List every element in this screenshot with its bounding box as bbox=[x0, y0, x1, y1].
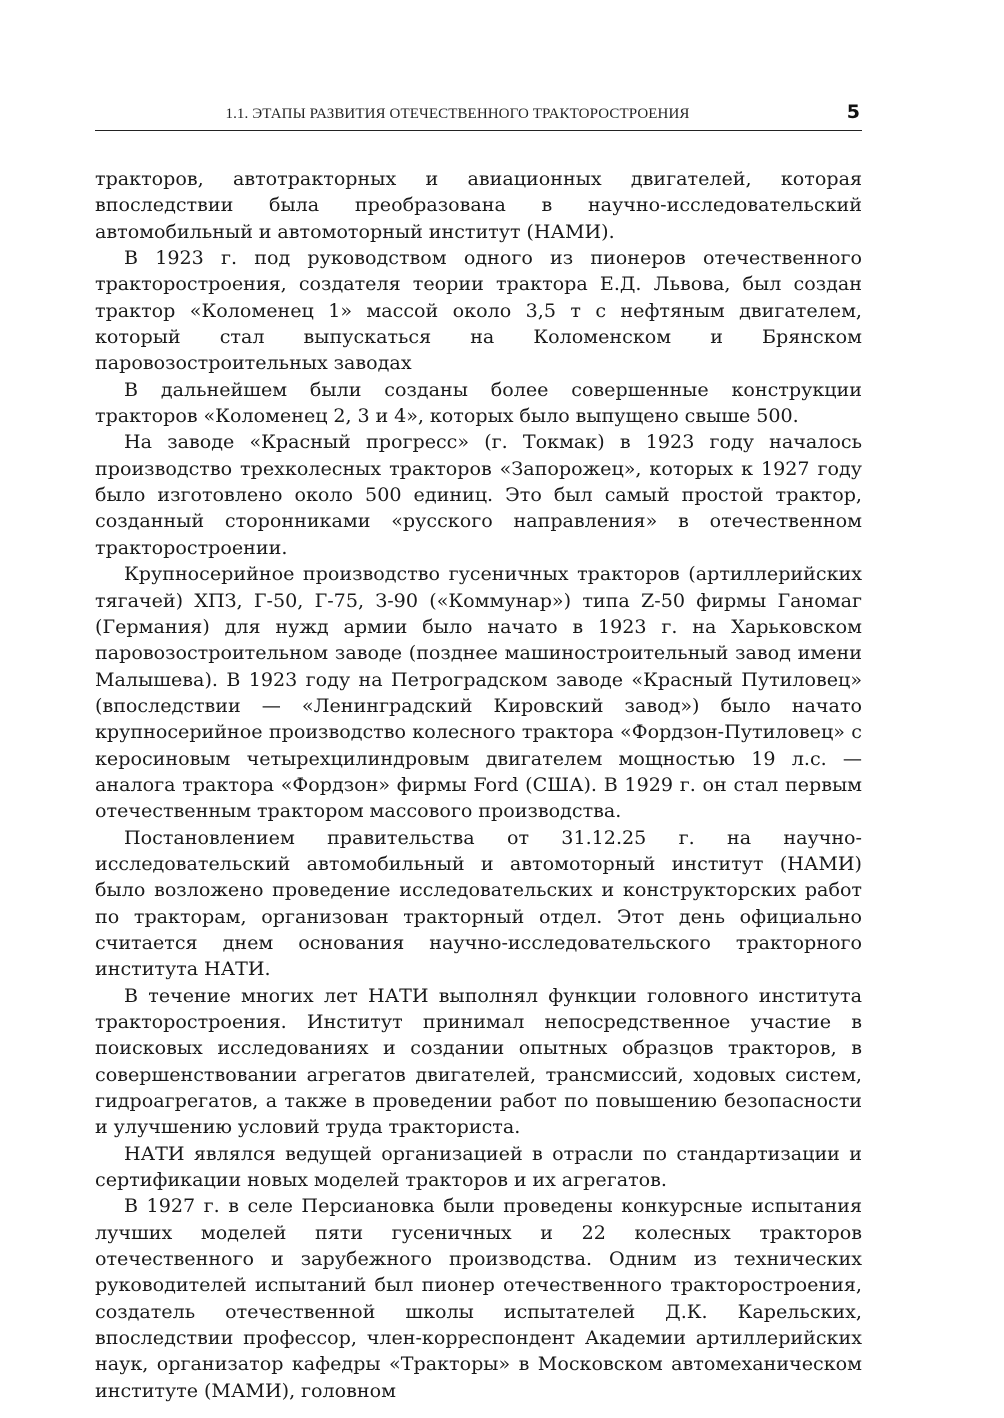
running-title: 1.1. ЭТАПЫ РАЗВИТИЯ ОТЕЧЕСТВЕННОГО ТРАКТОРОСТРОЕНИЯ bbox=[225, 106, 690, 122]
paragraph-3: В дальнейшем были созданы более совершенные конструкции тракторов «Коломенец 2, 3 и 4», которых было выпущено свыше 500. bbox=[95, 377, 862, 428]
paragraph-6: Постановлением правительства от 31.12.25 г. на научно-исследовательский автомобильный и автомоторный институт (НАМИ) было возложено проведение исследовательских и конструкторских работ по тракторам, организован тракторный отдел. Этот день официально считается днем основания научно-исследовательского тракторного института НАТИ. bbox=[95, 825, 862, 981]
paragraph-9: В 1927 г. в селе Персиановка были проведены конкурсные испытания лучших моделей пяти гусеничных и 22 колесных тракторов отечественного и зарубежного производства. Одним из технических руководителей испытаний был пионер отечественного тракторостроения, создатель отечественной школы испытателей Д.К. Карельских, впоследствии профессор, член-корреспондент Академии артиллерийских наук, организатор кафедры «Тракторы» в Московском автомеханическом институте (МАМИ), головном bbox=[95, 1194, 862, 1402]
page-number: 5 bbox=[846, 101, 860, 123]
paragraph-2: В 1923 г. под руководством одного из пионеров отечественного тракторостроения, создателя теории трактора Е.Д. Львова, был создан трактор «Коломенец 1» массой около 3,5 т с нефтяным двигателем, который стал выпускаться на Коломенском и Брянском паровозостроительных заводах bbox=[95, 246, 862, 375]
paragraph-4: На заводе «Красный прогресс» (г. Токмак) в 1923 году началось производство трехколесных тракторов «Запорожец», которых к 1927 году было изготовлено около 500 единиц. Это был самый простой трактор, созданный сторонниками «русского направления» в отечественном тракторостроении. bbox=[95, 430, 862, 559]
paragraph-7: В течение многих лет НАТИ выполнял функции головного института тракторостроения. Институт принимал непосредственное участие в поисковых исследованиях и создании опытных образцов тракторов, в совершенствовании агрегатов двигателей, трансмиссий, ходовых систем, гидроагрегатов, а также в проведении работ по повышению безопасности и улучшению условий труда тракториста. bbox=[95, 983, 862, 1139]
paragraph-8: НАТИ являлся ведущей организацией в отрасли по стандартизации и сертификации новых моделей тракторов и их агрегатов. bbox=[95, 1141, 862, 1192]
book-page bbox=[95, 100, 862, 1404]
paragraph-5: Крупносерийное производство гусеничных тракторов (артиллерийских тягачей) ХПЗ, Г-50, Г-75, З-90 («Коммунар») типа Z-50 фирмы Ганомаг (Германия) для нужд армии было начато в 1923 г. на Харьковском паровозостроительном заводе (позднее машиностроительный завод имени Малышева). В 1923 году на Петроградском заводе «Красный Путиловец» (впоследствии — «Ленинградский Кировский завод») было начато крупносерийное производство колесного трактора «Фордзон-Путиловец» с керосиновым четырехцилиндровым двигателем мощностью 19 л.с. — аналога трактора «Фордзон» фирмы Ford (США). В 1929 г. он стал первым отечественным трактором массового производства. bbox=[95, 562, 862, 823]
body-text bbox=[95, 166, 862, 1404]
paragraph-1: тракторов, автотракторных и авиационных двигателей, которая впоследствии была преобразована в научно-исследовательский автомобильный и автомоторный институт (НАМИ). bbox=[95, 167, 862, 243]
running-header bbox=[95, 100, 862, 131]
